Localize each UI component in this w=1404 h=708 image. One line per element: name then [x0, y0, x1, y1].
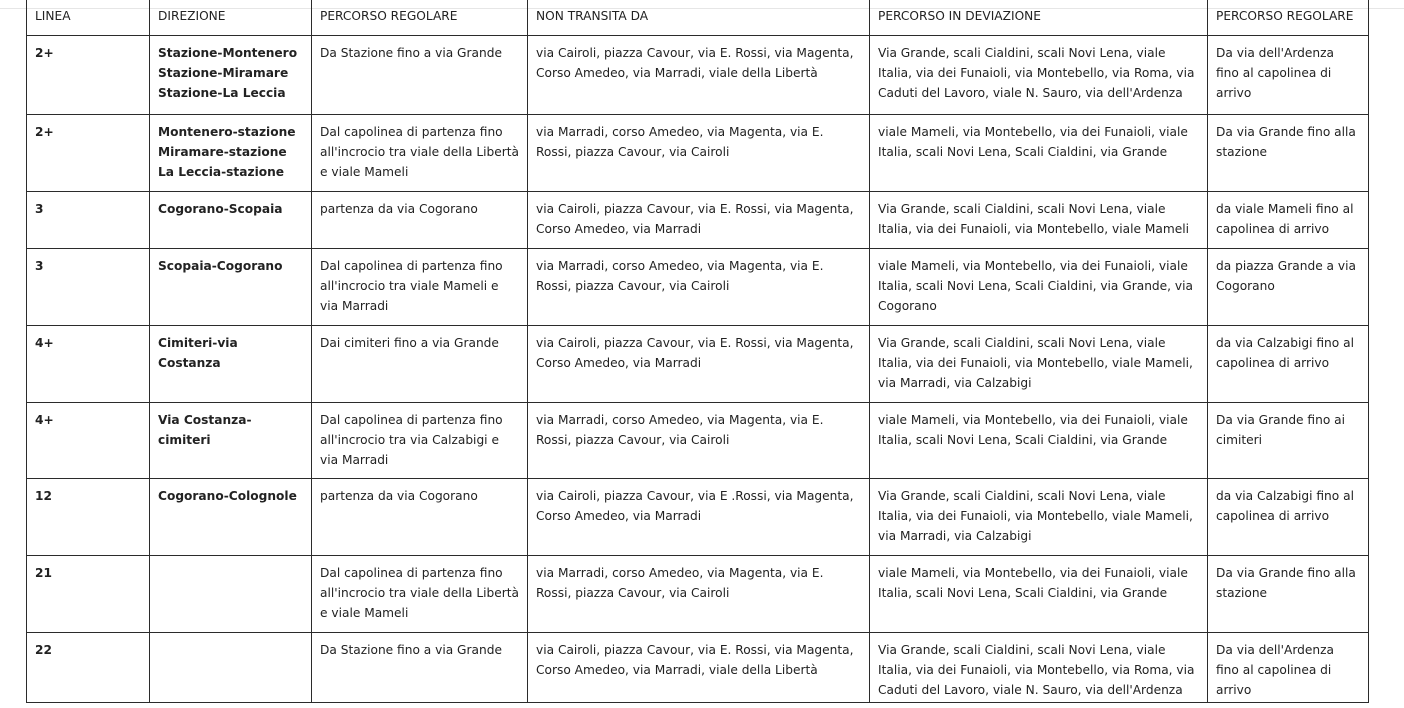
cell-percorso-deviazione: Via Grande, scali Cialdini, scali Novi Lena, viale Italia, via dei Funaioli, via Montebello, via Roma, via Caduti del Lavoro, viale N. Sauro, via dell'Ardenza [870, 632, 1208, 702]
cell-non-transita: via Marradi, corso Amedeo, via Magenta, via E. Rossi, piazza Cavour, via Cairoli [528, 248, 870, 325]
cell-percorso-regolare-arrivo: da via Calzabigi fino al capolinea di arrivo [1208, 478, 1369, 555]
cell-non-transita: via Marradi, corso Amedeo, via Magenta, via E. Rossi, piazza Cavour, via Cairoli [528, 555, 870, 632]
cell-non-transita: via Marradi, corso Amedeo, via Magenta, via E. Rossi, piazza Cavour, via Cairoli [528, 114, 870, 191]
cell-percorso-regolare: Dai cimiteri fino a via Grande [312, 325, 528, 402]
cell-direzione [150, 191, 312, 248]
cell-percorso-regolare-arrivo: Da via dell'Ardenza fino al capolinea di arrivo [1208, 632, 1369, 702]
cell-percorso-regolare: Dal capolinea di partenza fino all'incrocio tra viale Mameli e via Marradi [312, 248, 528, 325]
header-non-transita: NON TRANSITA DA [528, 0, 870, 35]
cell-percorso-regolare: partenza da via Cogorano [312, 191, 528, 248]
cell-percorso-regolare-arrivo: Da via dell'Ardenza fino al capolinea di arrivo [1208, 35, 1369, 114]
direzione-item: Stazione-La Leccia [158, 85, 286, 100]
cell-linea: 3 [27, 191, 150, 248]
table-header-row [27, 0, 1369, 35]
cell-percorso-regolare-arrivo: Da via Grande fino ai cimiteri [1208, 402, 1369, 478]
cell-percorso-regolare-arrivo: Da via Grande fino alla stazione [1208, 114, 1369, 191]
cell-non-transita: via Cairoli, piazza Cavour, via E. Rossi, via Magenta, Corso Amedeo, via Marradi, viale della Libertà [528, 35, 870, 114]
cell-linea: 4+ [27, 325, 150, 402]
cell-linea: 21 [27, 555, 150, 632]
cell-percorso-deviazione: Via Grande, scali Cialdini, scali Novi Lena, viale Italia, via dei Funaioli, via Montebello, viale Mameli [870, 191, 1208, 248]
cell-direzione [150, 555, 312, 632]
cell-percorso-deviazione: Via Grande, scali Cialdini, scali Novi Lena, viale Italia, via dei Funaioli, via Montebello, via Roma, via Caduti del Lavoro, viale N. Sauro, via dell'Ardenza [870, 35, 1208, 114]
cell-percorso-deviazione: viale Mameli, via Montebello, via dei Funaioli, viale Italia, scali Novi Lena, Scali Cialdini, via Grande, via Cogorano [870, 248, 1208, 325]
direzione-item: Cimiteri-via Costanza [158, 335, 238, 370]
direzione-item: Scopaia-Cogorano [158, 258, 283, 273]
direzione-item: Stazione-Miramare [158, 65, 289, 80]
table-wrapper [26, 0, 1369, 703]
table-row [27, 402, 1369, 478]
cell-percorso-regolare: Dal capolinea di partenza fino all'incrocio tra viale della Libertà e viale Mameli [312, 114, 528, 191]
direzione-item: Cogorano-Scopaia [158, 201, 283, 216]
cell-direzione [150, 325, 312, 402]
cell-percorso-deviazione: viale Mameli, via Montebello, via dei Funaioli, viale Italia, scali Novi Lena, Scali Cialdini, via Grande [870, 402, 1208, 478]
cell-non-transita: via Cairoli, piazza Cavour, via E .Rossi, via Magenta, Corso Amedeo, via Marradi [528, 478, 870, 555]
cell-direzione [150, 478, 312, 555]
table-row [27, 555, 1369, 632]
deviations-table [26, 0, 1369, 703]
cell-direzione [150, 248, 312, 325]
cell-linea: 2+ [27, 35, 150, 114]
header-linea: LINEA [27, 0, 150, 35]
cell-percorso-regolare: partenza da via Cogorano [312, 478, 528, 555]
cell-linea: 22 [27, 632, 150, 702]
table-row [27, 248, 1369, 325]
cell-percorso-deviazione: viale Mameli, via Montebello, via dei Funaioli, viale Italia, scali Novi Lena, Scali Cialdini, via Grande [870, 114, 1208, 191]
header-percorso-deviazione: PERCORSO IN DEVIAZIONE [870, 0, 1208, 35]
cell-percorso-regolare: Da Stazione fino a via Grande [312, 35, 528, 114]
direzione-item: Cogorano-Colognole [158, 488, 297, 503]
cell-percorso-regolare-arrivo: Da via Grande fino alla stazione [1208, 555, 1369, 632]
table-row [27, 114, 1369, 191]
cell-percorso-deviazione: viale Mameli, via Montebello, via dei Funaioli, viale Italia, scali Novi Lena, Scali Cialdini, via Grande [870, 555, 1208, 632]
cell-linea: 4+ [27, 402, 150, 478]
cell-percorso-regolare-arrivo: da viale Mameli fino al capolinea di arrivo [1208, 191, 1369, 248]
table-row [27, 191, 1369, 248]
direzione-item: Via Costanza-cimiteri [158, 412, 252, 447]
cell-percorso-regolare: Dal capolinea di partenza fino all'incrocio tra via Calzabigi e via Marradi [312, 402, 528, 478]
cell-percorso-deviazione: Via Grande, scali Cialdini, scali Novi Lena, viale Italia, via dei Funaioli, via Montebello, viale Mameli, via Marradi, via Calzabigi [870, 478, 1208, 555]
cell-linea: 2+ [27, 114, 150, 191]
table-row [27, 35, 1369, 114]
cell-percorso-regolare-arrivo: da via Calzabigi fino al capolinea di arrivo [1208, 325, 1369, 402]
cell-non-transita: via Marradi, corso Amedeo, via Magenta, via E. Rossi, piazza Cavour, via Cairoli [528, 402, 870, 478]
table-row [27, 478, 1369, 555]
cell-percorso-deviazione: Via Grande, scali Cialdini, scali Novi Lena, viale Italia, via dei Funaioli, via Montebello, viale Mameli, via Marradi, via Calzabigi [870, 325, 1208, 402]
cell-direzione [150, 632, 312, 702]
header-percorso-regolare-arrivo: PERCORSO REGOLARE [1208, 0, 1369, 35]
cell-percorso-regolare-arrivo: da piazza Grande a via Cogorano [1208, 248, 1369, 325]
direzione-item: La Leccia-stazione [158, 164, 285, 179]
direzione-item: Stazione-Montenero [158, 45, 298, 60]
table-row [27, 325, 1369, 402]
cell-non-transita: via Cairoli, piazza Cavour, via E. Rossi, via Magenta, Corso Amedeo, via Marradi [528, 325, 870, 402]
header-percorso-regolare: PERCORSO REGOLARE [312, 0, 528, 35]
cell-direzione [150, 402, 312, 478]
cell-non-transita: via Cairoli, piazza Cavour, via E. Rossi, via Magenta, Corso Amedeo, via Marradi [528, 191, 870, 248]
cell-direzione [150, 35, 312, 114]
cell-non-transita: via Cairoli, piazza Cavour, via E. Rossi, via Magenta, Corso Amedeo, via Marradi, viale della Libertà [528, 632, 870, 702]
cell-direzione [150, 114, 312, 191]
direzione-item: Miramare-stazione [158, 144, 287, 159]
direzione-item: Montenero-stazione [158, 124, 296, 139]
cell-percorso-regolare: Da Stazione fino a via Grande [312, 632, 528, 702]
header-direzione: DIREZIONE [150, 0, 312, 35]
cell-percorso-regolare: Dal capolinea di partenza fino all'incrocio tra viale della Libertà e viale Mameli [312, 555, 528, 632]
cell-linea: 12 [27, 478, 150, 555]
cell-linea: 3 [27, 248, 150, 325]
table-row [27, 632, 1369, 702]
